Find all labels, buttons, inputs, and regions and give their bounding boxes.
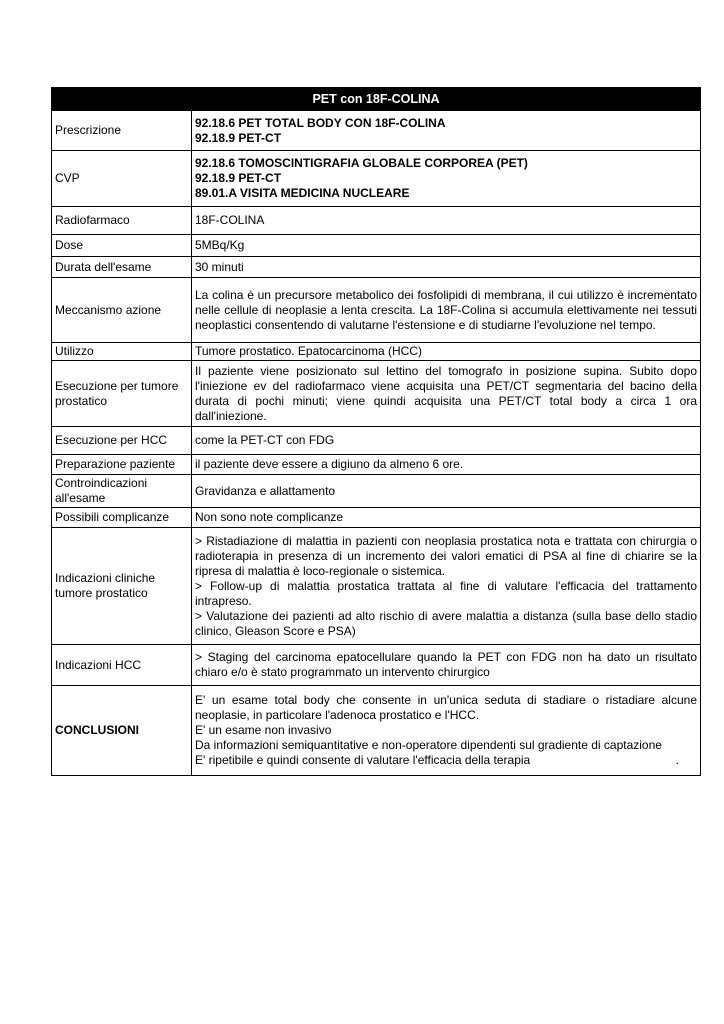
row-preparazione — [52, 455, 701, 475]
row-label: Utilizzo — [52, 343, 192, 361]
row-label: Preparazione paziente — [52, 455, 192, 475]
row-label: Durata dell'esame — [52, 257, 192, 278]
trailing-dot: . — [675, 753, 679, 767]
row-utilizzo — [52, 343, 701, 361]
row-prescrizione — [52, 111, 701, 151]
row-label: Esecuzione per tumore prostatico — [52, 361, 192, 427]
row-label: Radiofarmaco — [52, 207, 192, 235]
row-cvp — [52, 151, 701, 207]
row-value: 92.18.6 PET TOTAL BODY CON 18F-COLINA 92.18.9 PET-CT — [192, 111, 701, 151]
row-label: Possibili complicanze — [52, 508, 192, 528]
row-label: Esecuzione per HCC — [52, 427, 192, 455]
row-label: Prescrizione — [52, 111, 192, 151]
table-title: PET con 18F-COLINA — [52, 88, 701, 111]
row-label: CONCLUSIONI — [52, 686, 192, 776]
row-conclusioni — [52, 686, 701, 776]
row-value: 18F-COLINA — [192, 207, 701, 235]
row-value: Il paziente viene posizionato sul lettino del tomografo in posizione supina. Subito dopo l'iniezione ev del radiofarmaco viene acquisita una PET/CT segmentaria del bacino della durata di pochi minuti; viene quindi acquisita una PET/CT total body a circa 1 ora dall'iniezione. — [192, 361, 701, 427]
row-controindicazioni — [52, 475, 701, 508]
row-label: CVP — [52, 151, 192, 207]
row-radiofarmaco — [52, 207, 701, 235]
row-value: Tumore prostatico. Epatocarcinoma (HCC) — [192, 343, 701, 361]
row-indicazioni-hcc — [52, 645, 701, 686]
row-value: > Ristadiazione di malattia in pazienti con neoplasia prostatica nota e trattata con chirurgia o radioterapia in presenza di un incremento dei valori ematici di PSA al fine di chiarire se la ripresa di malattia è loco-regionale o sistemica. > Follow-up di malattia prostatica trattata al fine di valutare l'efficacia del trattamento intrapreso. > Valutazione dei pazienti ad alto rischio di avere malattia a distanza (sulla base dello stadio clinico, Gleason Score e PSA) — [192, 528, 701, 645]
row-indicazioni-prostatico — [52, 528, 701, 645]
row-durata — [52, 257, 701, 278]
scheda-tecnica-table — [51, 87, 701, 776]
row-value: > Staging del carcinoma epatocellulare quando la PET con FDG non ha dato un risultato chiaro e/o è stato programmato un intervento chirurgico — [192, 645, 701, 686]
row-esecuzione-hcc — [52, 427, 701, 455]
row-dose — [52, 235, 701, 257]
row-label: Controindicazioni all'esame — [52, 475, 192, 508]
row-value: come la PET-CT con FDG — [192, 427, 701, 455]
row-value: 5MBq/Kg — [192, 235, 701, 257]
row-value: Gravidanza e allattamento — [192, 475, 701, 508]
row-value: 92.18.6 TOMOSCINTIGRAFIA GLOBALE CORPOREA (PET) 92.18.9 PET-CT 89.01.A VISITA MEDICINA NUCLEARE — [192, 151, 701, 207]
row-label: Meccanismo azione — [52, 278, 192, 343]
row-value: 30 minuti — [192, 257, 701, 278]
row-value: il paziente deve essere a digiuno da almeno 6 ore. — [192, 455, 701, 475]
row-value: La colina è un precursore metabolico dei fosfolipidi di membrana, il cui utilizzo è incrementato nelle cellule di neoplasie a lenta crescita. La 18F-Colina si accumula elettivamente nei tessuti neoplastici consentendo di valutarne l'estensione e di studiarne l'evoluzione nel tempo. — [192, 278, 701, 343]
row-value: Non sono note complicanze — [192, 508, 701, 528]
row-label: Indicazioni HCC — [52, 645, 192, 686]
row-label: Dose — [52, 235, 192, 257]
row-value: E' un esame total body che consente in un'unica seduta di stadiare o ristadiare alcune neoplasie, in particolare l'adenoca prostatico e l'HCC. E' un esame non invasivo Da informazioni semiquantitative e non-operatore dipendenti sul gradiente di captazione E' ripetibile e quindi consente di valutare l'efficacia della terapia . — [192, 686, 701, 776]
row-complicanze — [52, 508, 701, 528]
row-meccanismo — [52, 278, 701, 343]
row-esecuzione-prostatico — [52, 361, 701, 427]
row-label: Indicazioni cliniche tumore prostatico — [52, 528, 192, 645]
